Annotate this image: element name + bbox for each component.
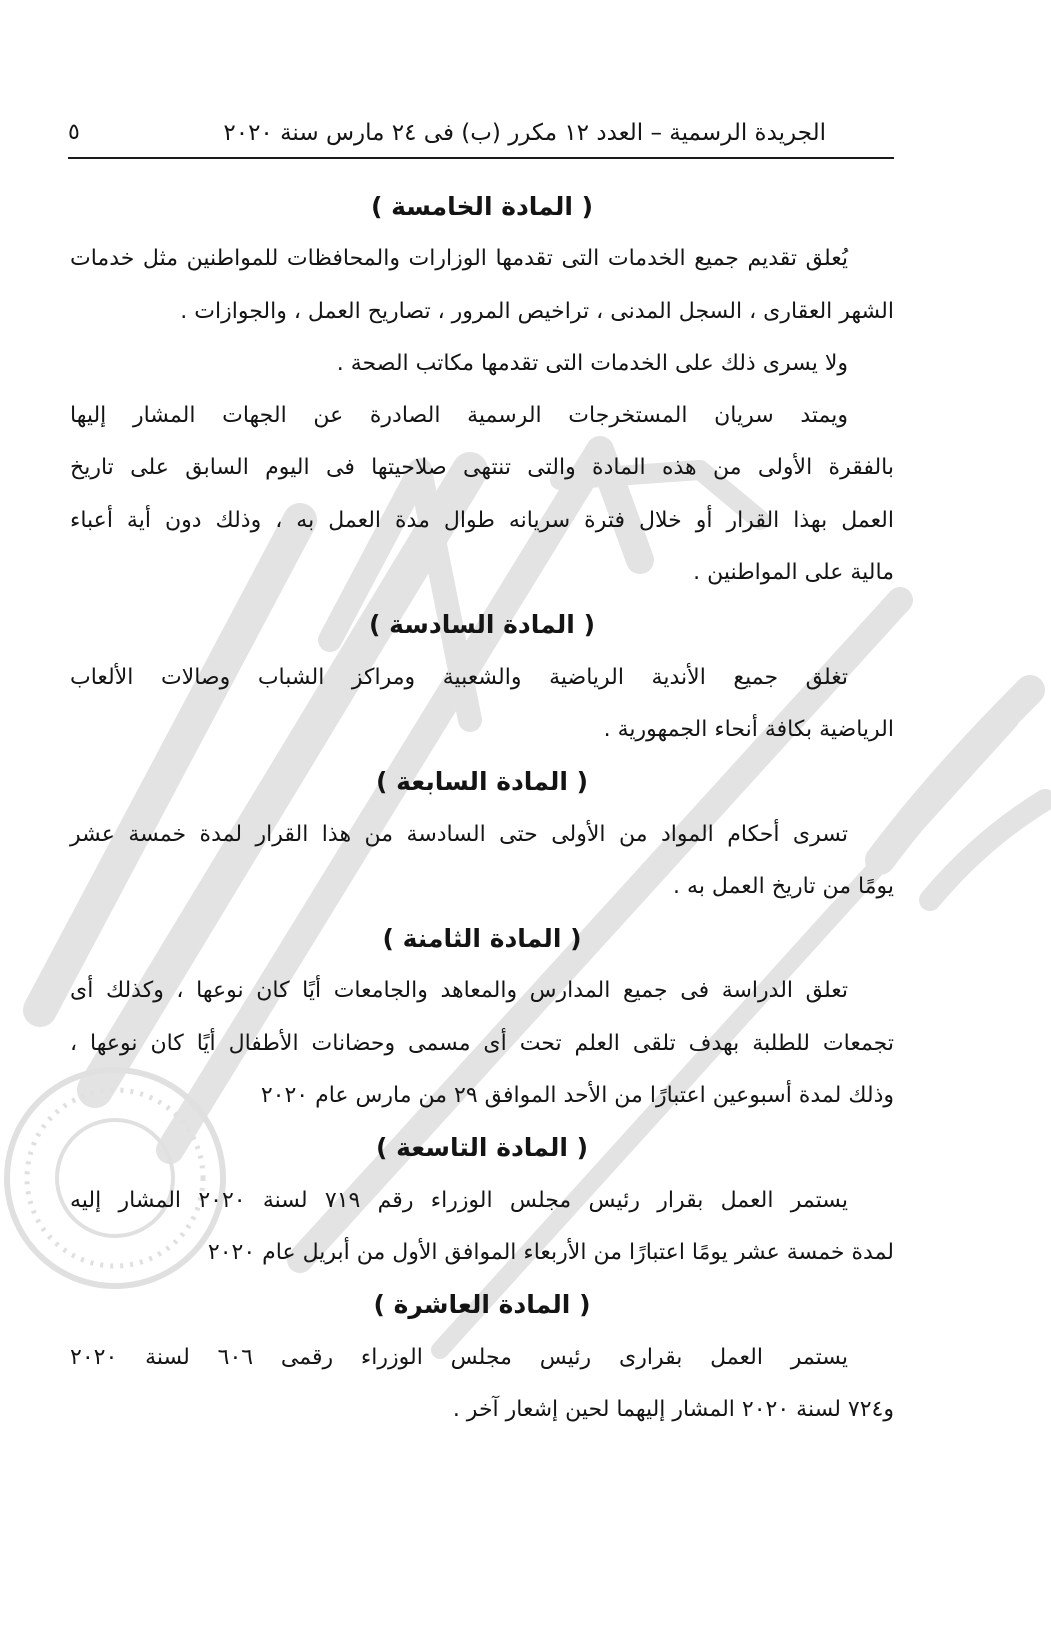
text-line: تجمعات للطلبة بهدف تلقى العلم تحت أى مسمى وحضانات الأطفال أيًا كان نوعها ، [70, 1030, 894, 1056]
text-line: يُعلق تقديم جميع الخدمات التى تقدمها الوزارات والمحافظات للمواطنين مثل خدمات [70, 246, 848, 272]
paragraph [70, 965, 894, 1122]
article-heading: ( المادة السادسة ) [368, 610, 595, 640]
paragraph [70, 652, 894, 757]
text-line: الشهر العقارى ، السجل المدنى ، تراخيص المرور ، تصاريح العمل ، والجوازات . [180, 298, 894, 324]
article-eighth [70, 913, 894, 1122]
text-line: وذلك لمدة أسبوعين اعتبارًا من الأحد الموافق ٢٩ من مارس عام ٢٠٢٠ [260, 1083, 894, 1109]
text-line: ويمتد سريان المستخرجات الرسمية الصادرة عن الجهات المشار إليها [70, 403, 848, 429]
text-line: يستمر العمل بقرار رئيس مجلس الوزراء رقم ٧١٩ لسنة ٢٠٢٠ المشار إليه [70, 1187, 848, 1213]
text-line: تسرى أحكام المواد من الأولى حتى السادسة من هذا القرار لمدة خمسة عشر [70, 821, 848, 847]
paragraph [70, 809, 894, 914]
header-title: الجريدة الرسمية – العدد ١٢ مكرر (ب) فى ٢٤ مارس سنة ٢٠٢٠ [223, 120, 826, 146]
article-heading: ( المادة السابعة ) [375, 767, 589, 797]
text-line: يستمر العمل بقرارى رئيس مجلس الوزراء رقمى ٦٠٦ لسنة ٢٠٢٠ [70, 1344, 849, 1370]
paragraph [70, 1332, 894, 1437]
watermark-stroke [930, 800, 1045, 900]
article-sixth [70, 599, 894, 756]
article-tenth [70, 1279, 894, 1436]
article-heading: ( المادة الثامنة ) [382, 924, 582, 954]
text-line: يومًا من تاريخ العمل به . [673, 873, 894, 899]
article-seventh [70, 756, 894, 913]
page-number: ٥ [68, 120, 80, 145]
paragraph [70, 233, 894, 338]
text-line: العمل بهذا القرار أو خلال فترة سريانه طوال مدة العمل به ، وذلك دون أية أعباء [70, 507, 894, 533]
paragraph [70, 338, 894, 390]
text-line: بالفقرة الأولى من هذه المادة والتى تنتهى صلاحيتها فى اليوم السابق على تاريخ [70, 455, 894, 481]
text-line: الرياضية بكافة أنحاء الجمهورية . [603, 716, 894, 742]
article-heading: ( المادة الخامسة ) [370, 192, 594, 221]
text-line: تغلق جميع الأندية الرياضية والشعبية ومراكز الشباب وصالات الألعاب [70, 664, 848, 690]
text-line: تعلق الدراسة فى جميع المدارس والمعاهد والجامعات أيًا كان نوعها ، وكذلك أى [70, 978, 848, 1004]
document-body [70, 181, 894, 1436]
header-divider [68, 157, 894, 159]
watermark-stroke [880, 690, 1030, 860]
text-line: مالية على المواطنين . [693, 560, 894, 586]
text-line: ولا يسرى ذلك على الخدمات التى تقدمها مكاتب الصحة . [336, 350, 848, 376]
text-line: لمدة خمسة عشر يومًا اعتبارًا من الأربعاء الموافق الأول من أبريل عام ٢٠٢٠ [207, 1239, 894, 1265]
text-line: و٧٢٤ لسنة ٢٠٢٠ المشار إليهما لحين إشعار آخر . [452, 1396, 894, 1422]
paragraph [70, 390, 894, 599]
paragraph [70, 1175, 894, 1280]
article-fifth [70, 181, 894, 599]
article-heading: ( المادة التاسعة ) [375, 1133, 589, 1163]
article-ninth [70, 1122, 894, 1279]
article-heading: ( المادة العاشرة ) [373, 1290, 591, 1320]
